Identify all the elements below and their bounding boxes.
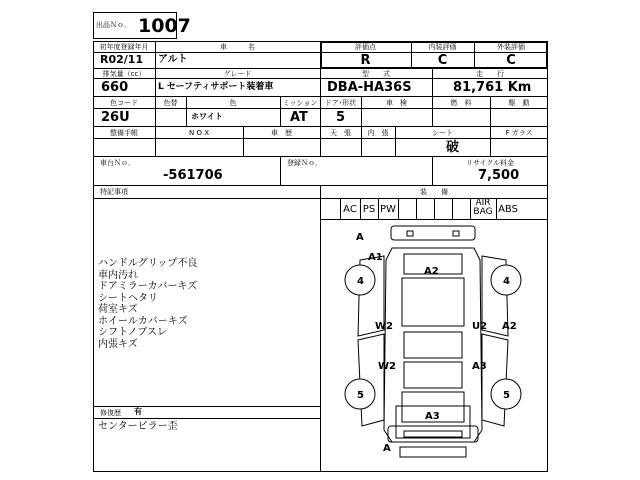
- score-value: R: [360, 53, 371, 68]
- recycle-label: リサイクル料金: [465, 159, 515, 167]
- recycle-value: 7,500: [478, 168, 520, 183]
- remark-item: シートヘタリ: [98, 293, 158, 304]
- lot-number: 1007: [138, 15, 191, 37]
- model-label: 型 式: [362, 70, 390, 78]
- front-bumper-shape: [391, 226, 475, 240]
- inspection-label: 車 検: [386, 99, 407, 107]
- car-condition-diagram: [320, 220, 548, 472]
- remark-item: ドアミラーカバーキズ: [98, 281, 198, 292]
- mark-right-rear-door: A3: [472, 361, 487, 372]
- repair-note: センターピラー歪: [98, 421, 178, 432]
- rear-bumper-shape: [388, 426, 478, 442]
- grade-label: グレード: [223, 70, 252, 78]
- roof-shape: [402, 278, 464, 326]
- remark-item: 荷室キズ: [98, 304, 138, 315]
- ceiling-label: 天 張: [330, 129, 351, 137]
- score-label: 評価点: [355, 43, 376, 51]
- exterior-score-label: 外装評価: [497, 43, 525, 51]
- fuel-label: 燃 料: [450, 99, 472, 107]
- remarks-label: 特記事項: [100, 188, 128, 196]
- mark-front: A: [356, 232, 364, 243]
- displacement-label: 排気量（cc）: [102, 70, 146, 78]
- history-label: 車 歴: [271, 129, 292, 137]
- remark-item: 車内汚れ: [98, 270, 138, 281]
- car-name-value: アルト: [158, 54, 188, 65]
- seat-label: シート: [432, 129, 453, 137]
- first-reg-value: R02/11: [100, 53, 144, 66]
- mileage-value: 81,761 Km: [453, 80, 532, 95]
- color-change-label: 色替: [163, 99, 178, 107]
- mark-right-front-wheel: 4: [503, 276, 510, 287]
- mark-right-front-door: U2: [472, 321, 488, 332]
- mark-right-rear-wheel: 5: [503, 390, 510, 401]
- remark-item: ハンドルグリップ不良: [98, 258, 198, 269]
- equipment-label: 装 備: [420, 188, 448, 196]
- color-code-label: 色コード: [110, 99, 138, 107]
- color-value: ホワイト: [191, 112, 223, 121]
- reg-no-label: 登録Ｎｏ．: [287, 159, 322, 167]
- exterior-score-value: C: [506, 53, 516, 68]
- remark-item: シフトノブスレ: [98, 327, 167, 338]
- interior-trim-label: 内 張: [367, 129, 389, 137]
- equipment-item: ABS: [498, 204, 518, 215]
- repair-history-value: 有: [134, 407, 142, 416]
- mark-left-rear-wheel: 5: [357, 390, 364, 401]
- doors-value: 5: [336, 110, 346, 125]
- equipment-item: PS: [362, 204, 376, 215]
- mark-roof: A2: [424, 266, 439, 277]
- displacement-value: 660: [101, 80, 129, 95]
- interior-score-label: 内装評価: [428, 43, 457, 51]
- chassis-value: -561706: [163, 168, 223, 183]
- doors-label: ドア･形状: [324, 99, 357, 107]
- drive-label: 駆 動: [508, 99, 530, 107]
- maintenance-label: 整備手帳: [110, 129, 138, 137]
- equipment-item: PW: [380, 204, 396, 215]
- remark-item: 内張キズ: [98, 339, 138, 350]
- mark-rear: A: [383, 443, 391, 454]
- nox-label: N O X: [189, 129, 209, 137]
- first-reg-label: 初年度登録年月: [99, 43, 149, 51]
- mark-left-front-door: W2: [375, 321, 393, 332]
- repair-history-label: 修復歴: [100, 409, 121, 417]
- car-name-label: 車 名: [220, 43, 255, 51]
- mark-right-front-panel: A2: [502, 321, 517, 332]
- mark-left-front-wheel: 4: [357, 276, 364, 287]
- lot-number-label: 出品Ｎｏ．: [96, 21, 131, 29]
- seat-value: 破: [446, 140, 460, 155]
- model-value: DBA-HA36S: [327, 80, 412, 95]
- transmission-value: AT: [290, 110, 308, 125]
- equipment-item: AIR BAG: [473, 198, 493, 217]
- chassis-label: 車台Ｎｏ．: [100, 159, 135, 167]
- equipment-item: AC: [343, 204, 357, 215]
- color-label: 色: [229, 99, 237, 107]
- grade-value: L セーフティサポート装着車: [158, 82, 274, 92]
- glass-label: F ガラス: [505, 129, 533, 137]
- interior-score-value: C: [437, 53, 448, 68]
- mark-trunk: A3: [425, 411, 440, 422]
- mark-left-rear-door: W2: [378, 361, 396, 372]
- transmission-label: ミッション: [282, 99, 318, 107]
- mark-hood: A1: [368, 252, 383, 263]
- color-code-value: 26U: [101, 110, 130, 125]
- tail-shape: [400, 447, 466, 457]
- mileage-label: 走 行: [476, 70, 504, 78]
- remark-item: ホイールカバーキズ: [98, 316, 188, 327]
